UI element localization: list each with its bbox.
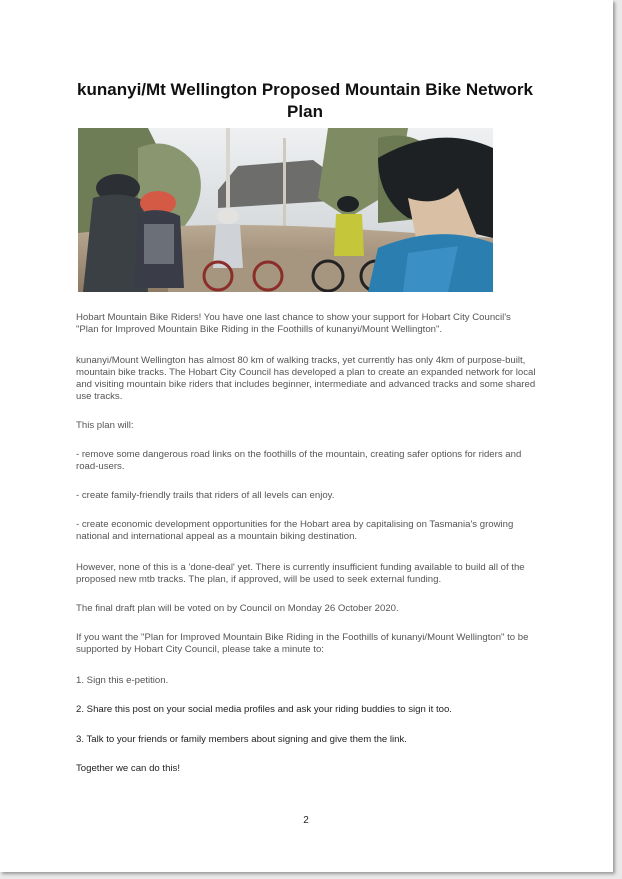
bullet-family-trails: - create family-friendly trails that riders of all levels can enjoy. xyxy=(76,490,335,501)
paragraph-tracks: kunanyi/Mount Wellington has almost 80 km of walking tracks, yet currently has only 4km of purpose-built, mountain bike tracks. The Hobart City Council has developed a plan to create an expanded network for local and visiting mountain bike riders that includes beginner, intermediate and advanced tracks and some shared use tracks. xyxy=(76,355,536,402)
step-talk-to-friends: 3. Talk to your friends or family members about signing and give them the link. xyxy=(76,734,407,745)
paragraph-plan-will: This plan will: xyxy=(76,420,134,431)
step-share-post: 2. Share this post on your social media profiles and ask your riding buddies to sign it too. xyxy=(76,704,452,715)
step-sign-petition: 1. Sign this e-petition. xyxy=(76,675,169,686)
page-title: kunanyi/Mt Wellington Proposed Mountain Bike Network Plan xyxy=(77,80,533,121)
paragraph-funding: However, none of this is a 'done-deal' yet. There is currently insufficient funding available to build all of the proposed new mtb tracks. The plan, if approved, will be used to seek external funding. xyxy=(76,562,525,585)
paragraph-call-to-action: If you want the "Plan for Improved Mountain Bike Riding in the Foothills of kunanyi/Mount Wellington" to be supported by Hobart City Council, please take a minute to: xyxy=(76,632,529,655)
paragraph-vote-date: The final draft plan will be voted on by Council on Monday 26 October 2020. xyxy=(76,603,399,614)
mountain-bike-riders-photo xyxy=(78,128,493,292)
closing-line: Together we can do this! xyxy=(76,763,180,774)
page-number: 2 xyxy=(303,815,309,826)
bullet-economic: - create economic development opportunities for the Hobart area by capitalising on Tasmania's growing national and international appeal as a mountain biking destination. xyxy=(76,519,514,542)
paragraph-intro: Hobart Mountain Bike Riders! You have one last chance to show your support for Hobart City Council's "Plan for Improved Mountain Bike Riding in the Foothills of kunanyi/Mount Wellington". xyxy=(76,312,511,335)
bullet-road-links: - remove some dangerous road links on the foothills of the mountain, creating safer options for riders and road-users. xyxy=(76,449,522,472)
